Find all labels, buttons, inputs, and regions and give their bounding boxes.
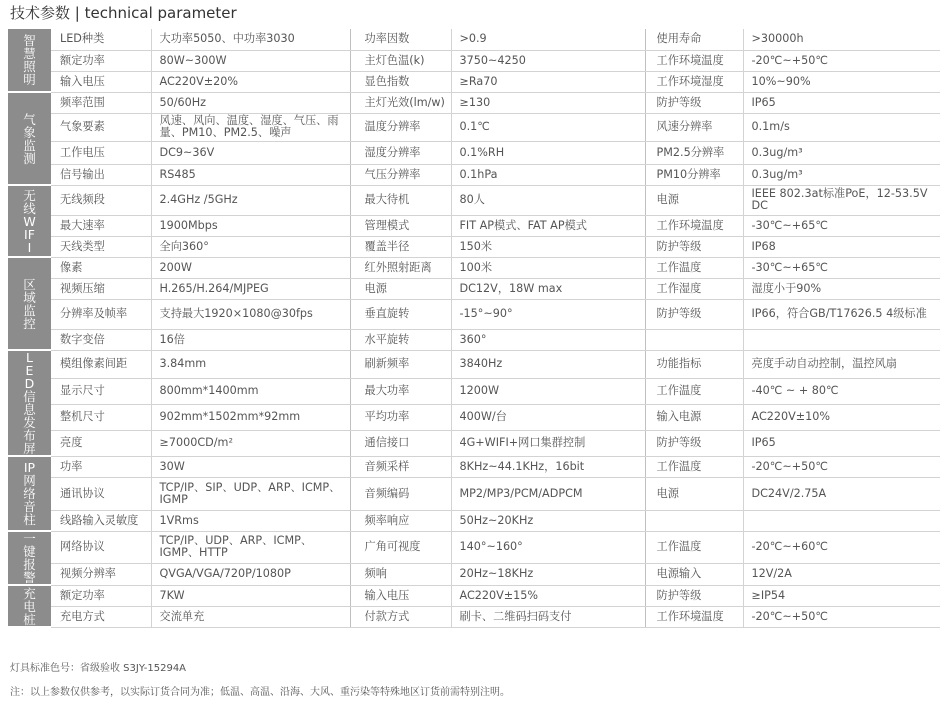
spec-label3: 工作温度: [645, 456, 743, 477]
spec-value3: 0.3ug/m³: [743, 164, 940, 185]
spec-value1: 30W: [151, 456, 350, 477]
spec-label3: 电源: [645, 477, 743, 510]
table-row: [8, 430, 940, 456]
spec-label1: 频率范围: [51, 92, 151, 113]
spec-value3: 亮度手动自动控制，温控风扇: [743, 350, 940, 378]
spec-value1: RS485: [151, 164, 350, 185]
spec-label3: 使用寿命: [645, 29, 743, 50]
spec-value2: 1200W: [451, 378, 645, 404]
spec-label3: [645, 510, 743, 531]
spec-label3: 防护等级: [645, 236, 743, 257]
spec-label2: 红外照射距离: [350, 257, 451, 278]
spec-value3: -20℃~+50℃: [743, 50, 940, 71]
spec-label1: 像素: [51, 257, 151, 278]
spec-value3: IP65: [743, 430, 940, 456]
spec-value3: ≥IP54: [743, 585, 940, 606]
spec-value2: 400W/台: [451, 404, 645, 430]
table-row: [8, 278, 940, 299]
spec-value3: [743, 329, 940, 350]
spec-value1: 1VRms: [151, 510, 350, 531]
spec-label1: 显示尺寸: [51, 378, 151, 404]
spec-label3: 防护等级: [645, 92, 743, 113]
spec-value3: 湿度小于90%: [743, 278, 940, 299]
spec-label2: 通信接口: [350, 430, 451, 456]
spec-value1: 3.84mm: [151, 350, 350, 378]
spec-value1: 2.4GHz /5GHz: [151, 185, 350, 215]
spec-value2: 100米: [451, 257, 645, 278]
spec-value2: -15°~90°: [451, 299, 645, 329]
spec-value1: TCP/IP、UDP、ARP、ICMP、IGMP、HTTP: [151, 531, 350, 563]
spec-label3: PM10分辨率: [645, 164, 743, 185]
spec-value1: 支持最大1920×1080@30fps: [151, 299, 350, 329]
spec-value2: 3840Hz: [451, 350, 645, 378]
category-cell: [8, 531, 51, 585]
spec-label3: 工作湿度: [645, 278, 743, 299]
table-row: [8, 531, 940, 563]
spec-label1: 数字变倍: [51, 329, 151, 350]
table-row: [8, 456, 940, 477]
spec-value3: 0.3ug/m³: [743, 141, 940, 164]
table-row: [8, 164, 940, 185]
spec-value3: AC220V±10%: [743, 404, 940, 430]
category-cell: [8, 350, 51, 456]
spec-value3: IP65: [743, 92, 940, 113]
spec-label2: 主灯色温(k): [350, 50, 451, 71]
spec-value3: IEEE 802.3at标准PoE，12-53.5V DC: [743, 185, 940, 215]
spec-label2: 最大功率: [350, 378, 451, 404]
table-row: [8, 329, 940, 350]
spec-value2: 8KHz~44.1KHz，16bit: [451, 456, 645, 477]
spec-value2: 0.1hPa: [451, 164, 645, 185]
spec-value3: -20℃~+50℃: [743, 606, 940, 627]
spec-value2: ≥Ra70: [451, 71, 645, 92]
spec-label2: 显色指数: [350, 71, 451, 92]
table-row: [8, 141, 940, 164]
spec-value1: DC9~36V: [151, 141, 350, 164]
spec-value1: 800mm*1400mm: [151, 378, 350, 404]
spec-label1: 天线类型: [51, 236, 151, 257]
table-row: [8, 585, 940, 606]
spec-label1: 整机尺寸: [51, 404, 151, 430]
category-label: 充电桩: [23, 585, 36, 627]
spec-label1: LED种类: [51, 29, 151, 50]
spec-value3: 10%~90%: [743, 71, 940, 92]
spec-label1: 通讯协议: [51, 477, 151, 510]
table-row: [8, 29, 940, 50]
category-label: 区域监控: [23, 276, 36, 331]
spec-label2: 湿度分辨率: [350, 141, 451, 164]
spec-label3: 工作环境温度: [645, 50, 743, 71]
spec-value3: -20℃~+60℃: [743, 531, 940, 563]
spec-value1: 16倍: [151, 329, 350, 350]
category-cell: [8, 585, 51, 627]
spec-label3: 工作环境湿度: [645, 71, 743, 92]
category-label: 一键报警: [23, 531, 36, 585]
spec-value3: IP68: [743, 236, 940, 257]
table-row: [8, 236, 940, 257]
spec-value2: AC220V±15%: [451, 585, 645, 606]
spec-label3: 防护等级: [645, 585, 743, 606]
footnote-cert: 灯具标准色号：省级验收 S3JY-15294A: [10, 663, 187, 674]
footnote-note: 注：以上参数仅供参考，以实际订货合同为准；低温、高温、沿海、大风、重污染等特殊地区订货前需特别注明。: [10, 687, 510, 698]
spec-value2: FIT AP模式、FAT AP模式: [451, 215, 645, 236]
category-label: 无线WIFI: [23, 187, 36, 255]
spec-value2: 0.1%RH: [451, 141, 645, 164]
spec-value2: 150米: [451, 236, 645, 257]
spec-label2: 频率响应: [350, 510, 451, 531]
table-row: [8, 510, 940, 531]
category-label: IP网络音柱: [23, 460, 36, 527]
spec-label3: 工作温度: [645, 531, 743, 563]
spec-label2: 气压分辨率: [350, 164, 451, 185]
spec-label3: 功能指标: [645, 350, 743, 378]
table-row: [8, 606, 940, 627]
spec-label2: 温度分辨率: [350, 113, 451, 141]
spec-value2: ≥130: [451, 92, 645, 113]
spec-value3: -20℃~+50℃: [743, 456, 940, 477]
spec-value1: 交流单充: [151, 606, 350, 627]
spec-label1: 分辨率及帧率: [51, 299, 151, 329]
spec-label3: 输入电源: [645, 404, 743, 430]
spec-label3: 电源: [645, 185, 743, 215]
spec-value1: AC220V±20%: [151, 71, 350, 92]
spec-label2: 广角可视度: [350, 531, 451, 563]
spec-value2: 3750~4250: [451, 50, 645, 71]
spec-label3: 工作环境温度: [645, 606, 743, 627]
category-cell: [8, 456, 51, 531]
spec-value1: QVGA/VGA/720P/1080P: [151, 563, 350, 585]
table-row: [8, 185, 940, 215]
spec-label1: 额定功率: [51, 585, 151, 606]
spec-label3: 风速分辨率: [645, 113, 743, 141]
spec-label2: 水平旋转: [350, 329, 451, 350]
category-cell: [8, 185, 51, 257]
table-row: [8, 257, 940, 278]
spec-label1: 模组像素间距: [51, 350, 151, 378]
spec-label1: 线路输入灵敏度: [51, 510, 151, 531]
spec-value2: 20Hz~18KHz: [451, 563, 645, 585]
spec-label2: 管理模式: [350, 215, 451, 236]
spec-label2: 音频编码: [350, 477, 451, 510]
spec-value2: MP2/MP3/PCM/ADPCM: [451, 477, 645, 510]
spec-label1: 额定功率: [51, 50, 151, 71]
spec-label1: 充电方式: [51, 606, 151, 627]
spec-label3: 工作温度: [645, 257, 743, 278]
spec-value2: DC12V，18W max: [451, 278, 645, 299]
spec-value3: 12V/2A: [743, 563, 940, 585]
spec-value1: 50/60Hz: [151, 92, 350, 113]
spec-label3: [645, 329, 743, 350]
table-row: [8, 71, 940, 92]
spec-label1: 功率: [51, 456, 151, 477]
spec-value2: 0.1℃: [451, 113, 645, 141]
spec-label2: 付款方式: [350, 606, 451, 627]
spec-label1: 视频分辨率: [51, 563, 151, 585]
spec-label2: 功率因数: [350, 29, 451, 50]
spec-value3: >30000h: [743, 29, 940, 50]
table-row: [8, 477, 940, 510]
table-row: [8, 404, 940, 430]
spec-value2: 360°: [451, 329, 645, 350]
table-row: [8, 215, 940, 236]
spec-label2: 最大待机: [350, 185, 451, 215]
spec-value3: [743, 510, 940, 531]
table-row: [8, 378, 940, 404]
spec-value3: -40℃ ~ + 80℃: [743, 378, 940, 404]
spec-label1: 亮度: [51, 430, 151, 456]
table-row: [8, 350, 940, 378]
category-cell: [8, 29, 51, 92]
spec-label1: 输入电压: [51, 71, 151, 92]
spec-value2: 140°~160°: [451, 531, 645, 563]
spec-label2: 平均功率: [350, 404, 451, 430]
spec-value1: TCP/IP、SIP、UDP、ARP、ICMP、IGMP: [151, 477, 350, 510]
spec-label2: 覆盖半径: [350, 236, 451, 257]
spec-value2: >0.9: [451, 29, 645, 50]
spec-value3: IP66，符合GB/T17626.5 4级标准: [743, 299, 940, 329]
spec-label1: 最大速率: [51, 215, 151, 236]
spec-label2: 频响: [350, 563, 451, 585]
spec-value3: DC24V/2.75A: [743, 477, 940, 510]
spec-label1: 无线频段: [51, 185, 151, 215]
spec-value1: 7KW: [151, 585, 350, 606]
spec-value3: 0.1m/s: [743, 113, 940, 141]
spec-value2: 4G+WIFI+网口集群控制: [451, 430, 645, 456]
spec-value1: 全向360°: [151, 236, 350, 257]
spec-label2: 电源: [350, 278, 451, 299]
spec-label2: 主灯光效(lm/w): [350, 92, 451, 113]
spec-label1: 网络协议: [51, 531, 151, 563]
spec-label3: 工作温度: [645, 378, 743, 404]
spec-label2: 刷新频率: [350, 350, 451, 378]
category-label: LED信息发布屏: [23, 350, 36, 456]
spec-label2: 垂直旋转: [350, 299, 451, 329]
table-row: [8, 92, 940, 113]
page-title: 技术参数 | technical parameter: [10, 4, 237, 22]
spec-label3: 电源输入: [645, 563, 743, 585]
category-cell: [8, 92, 51, 185]
spec-label1: 信号输出: [51, 164, 151, 185]
spec-label3: PM2.5分辨率: [645, 141, 743, 164]
spec-value1: 200W: [151, 257, 350, 278]
spec-value1: 902mm*1502mm*92mm: [151, 404, 350, 430]
spec-table: [8, 29, 940, 628]
spec-value3: -30℃~+65℃: [743, 215, 940, 236]
spec-label1: 工作电压: [51, 141, 151, 164]
spec-label2: 输入电压: [350, 585, 451, 606]
spec-value1: 80W~300W: [151, 50, 350, 71]
spec-value1: 风速、风向、温度、湿度、气压、雨量、PM10、PM2.5、噪声: [151, 113, 350, 141]
spec-label1: 视频压缩: [51, 278, 151, 299]
table-row: [8, 563, 940, 585]
table-row: [8, 50, 940, 71]
category-cell: [8, 257, 51, 350]
table-row: [8, 113, 940, 141]
spec-value1: ≥7000CD/m²: [151, 430, 350, 456]
spec-label3: 工作环境温度: [645, 215, 743, 236]
spec-value3: -30℃~+65℃: [743, 257, 940, 278]
spec-label2: 音频采样: [350, 456, 451, 477]
spec-value2: 50Hz~20KHz: [451, 510, 645, 531]
spec-value1: H.265/H.264/MJPEG: [151, 278, 350, 299]
category-label: 气象监测: [23, 111, 36, 166]
spec-label3: 防护等级: [645, 430, 743, 456]
spec-label3: 防护等级: [645, 299, 743, 329]
spec-value2: 80人: [451, 185, 645, 215]
category-label: 智慧照明: [23, 33, 36, 87]
spec-label1: 气象要素: [51, 113, 151, 141]
spec-value1: 大功率5050、中功率3030: [151, 29, 350, 50]
table-row: [8, 299, 940, 329]
spec-value1: 1900Mbps: [151, 215, 350, 236]
spec-value2: 刷卡、二维码扫码支付: [451, 606, 645, 627]
